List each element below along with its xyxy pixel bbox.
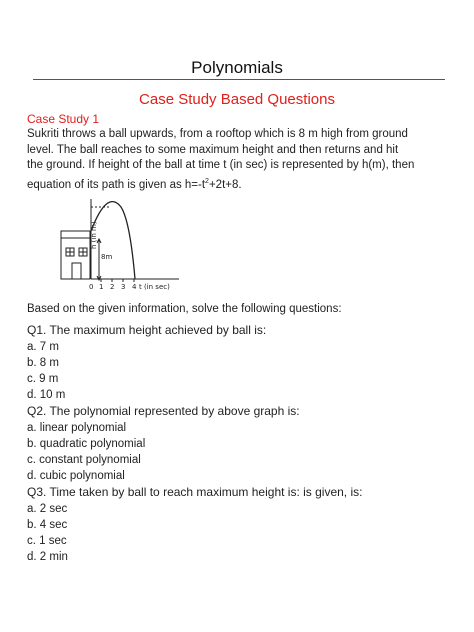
question-title: Q3. Time taken by ball to reach maximum height is: is given, is:: [27, 485, 363, 499]
option: d. cubic polynomial: [27, 470, 125, 482]
question-2: [27, 403, 300, 484]
x-axis-label: t (in sec): [139, 283, 170, 291]
x-tick-2: 2: [110, 283, 115, 291]
title-rule: [33, 79, 445, 80]
case-study-text: [27, 127, 417, 193]
option: b. 8 m: [27, 357, 59, 369]
option: a. 2 sec: [27, 503, 68, 515]
page-title: Polynomials: [191, 58, 283, 77]
case-text-exponent: 2: [205, 177, 209, 185]
option: c. 9 m: [27, 373, 59, 385]
x-tick-0: 0: [89, 283, 94, 291]
height-label: 8m: [101, 253, 113, 261]
x-tick-3: 3: [121, 283, 126, 291]
section-heading: Case Study Based Questions: [139, 91, 335, 108]
x-tick-1: 1: [99, 283, 104, 291]
x-tick-4: 4: [132, 283, 137, 291]
option: b. 4 sec: [27, 519, 68, 531]
question-title: Q2. The polynomial represented by above graph is:: [27, 404, 300, 418]
building: [61, 238, 90, 279]
building-roof: [61, 231, 90, 238]
option: c. 1 sec: [27, 535, 67, 547]
y-axis-label: h (in m): [90, 221, 98, 249]
option: d. 10 m: [27, 389, 66, 401]
question-title: Q1. The maximum height achieved by ball is:: [27, 323, 267, 337]
question-1: [27, 322, 266, 403]
option: b. quadratic polynomial: [27, 438, 146, 450]
case-study-label: Case Study 1: [27, 112, 100, 126]
case-text-end: +2t+8.: [208, 178, 242, 191]
option: c. constant polynomial: [27, 454, 141, 466]
question-3: [27, 484, 362, 565]
option: a. 7 m: [27, 341, 59, 353]
case-text-main: Sukriti throws a ball upwards, from a rooftop which is 8 m high from ground level. The ball reaches to some maximum height and then returns and hit the ground. If height of the ball at time t (in sec) is represented by h(m), then equation of its path is given as h=-t: [27, 128, 415, 191]
option: d. 2 min: [27, 551, 68, 563]
ball-trajectory-diagram: [55, 193, 205, 293]
intro-text: Based on the given information, solve the following questions:: [27, 303, 342, 315]
building-door: [72, 263, 81, 279]
option: a. linear polynomial: [27, 422, 127, 434]
